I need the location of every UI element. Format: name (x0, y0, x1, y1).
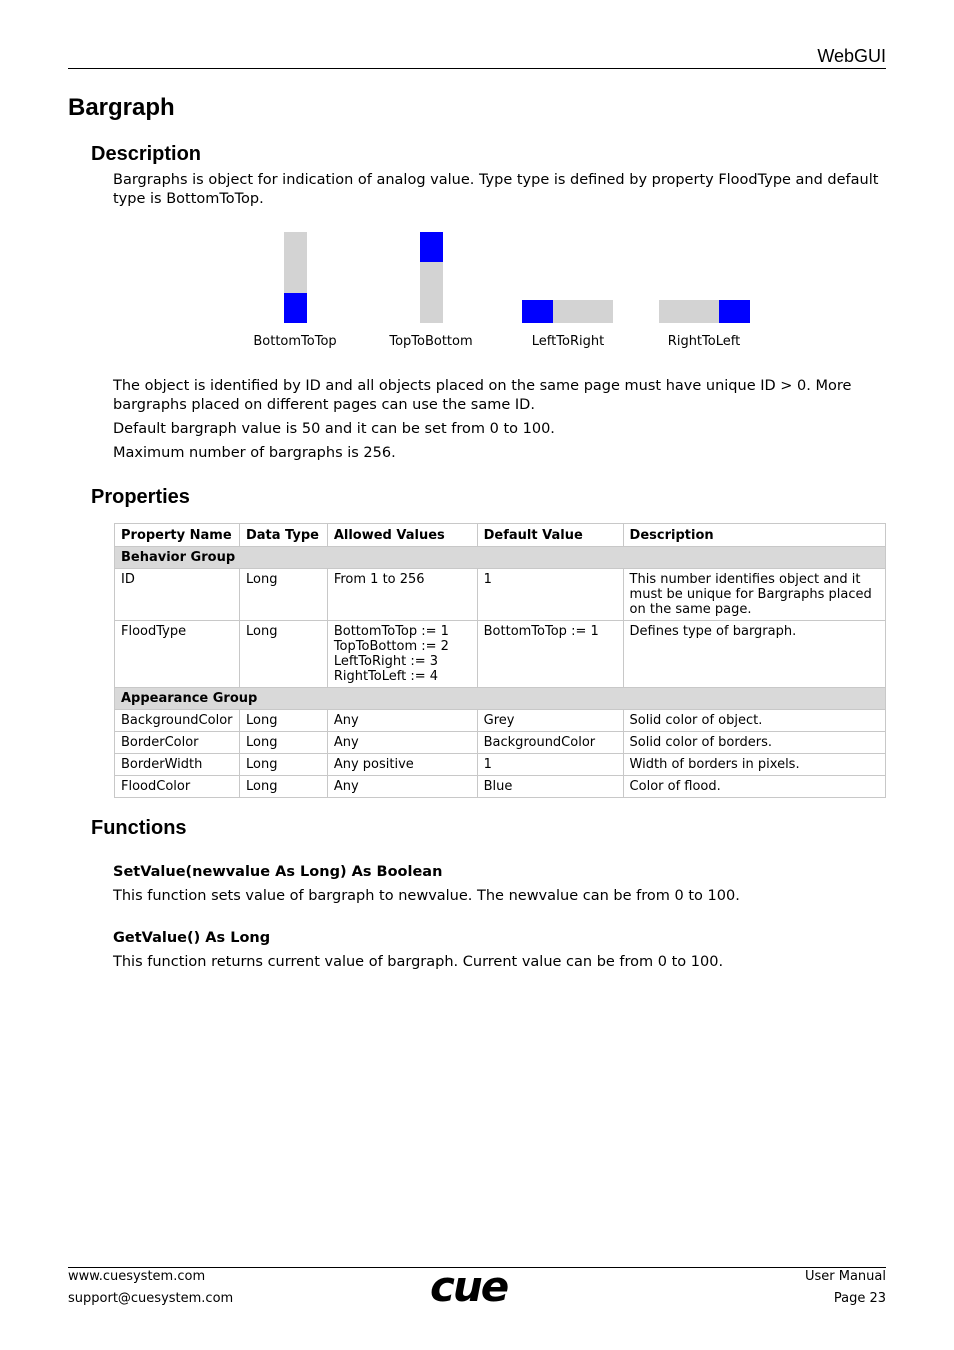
table-cell: Long (239, 754, 327, 776)
table-cell: BackgroundColor (115, 710, 240, 732)
page-title: Bargraph (68, 94, 175, 121)
properties-table (114, 523, 886, 798)
table-cell: BorderWidth (115, 754, 240, 776)
header-rule (68, 68, 886, 69)
table-cell: From 1 to 256 (327, 569, 477, 621)
column-header: Data Type (239, 524, 327, 547)
table-row (115, 776, 886, 798)
table-cell: Long (239, 776, 327, 798)
description-intro: Bargraphs is object for indication of analog value. Type type is defined by property FloodType and default type is BottomToTop. (113, 172, 879, 207)
footer-website[interactable]: www.cuesystem.com (68, 1269, 206, 1284)
footer-doc-type: User Manual (804, 1269, 886, 1284)
table-cell: BorderColor (115, 732, 240, 754)
table-row (115, 754, 886, 776)
table-cell: Solid color of borders. (623, 732, 885, 754)
column-header: Property Name (115, 524, 240, 547)
description-paragraph: Default bargraph value is 50 and it can be set from 0 to 100. (113, 421, 555, 437)
table-group-row (115, 547, 886, 569)
bar-flood (284, 293, 307, 323)
table-row (115, 732, 886, 754)
table-cell: Any (327, 776, 477, 798)
table-cell: Long (239, 569, 327, 621)
bar-flood (522, 300, 553, 323)
function-signature: SetValue(newvalue As Long) As Boolean (113, 864, 443, 880)
column-header: Description (623, 524, 885, 547)
group-label: Appearance Group (115, 688, 886, 710)
table-cell: BackgroundColor (477, 732, 623, 754)
table-cell: Long (239, 732, 327, 754)
table-cell: FloodType (115, 621, 240, 688)
table-group-row (115, 688, 886, 710)
functions-heading: Functions (91, 817, 187, 839)
table-cell: 1 (477, 754, 623, 776)
figure-label: BottomToTop (253, 334, 337, 349)
table-cell: FloodColor (115, 776, 240, 798)
bar-flood (420, 232, 443, 262)
column-header: Default Value (477, 524, 623, 547)
figure-label: RightToLeft (667, 334, 741, 349)
figure-label: TopToBottom (389, 334, 473, 349)
header-title: WebGUI (817, 46, 886, 66)
function-description: This function sets value of bargraph to newvalue. The newvalue can be from 0 to 100. (113, 888, 740, 904)
column-header: Allowed Values (327, 524, 477, 547)
bar-flood (719, 300, 750, 323)
figure-label: LeftToRight (531, 334, 605, 349)
cue-logo: cue (430, 1262, 508, 1311)
table-cell: BottomToTop := 1 TopToBottom := 2 LeftToRight := 3 RightToLeft := 4 (327, 621, 477, 688)
table-cell: Any (327, 732, 477, 754)
table-cell: Long (239, 710, 327, 732)
table-cell: BottomToTop := 1 (477, 621, 623, 688)
table-cell: 1 (477, 569, 623, 621)
description-heading: Description (91, 143, 202, 165)
table-cell: Width of borders in pixels. (623, 754, 885, 776)
footer-page-number: Page 23 (833, 1291, 886, 1306)
table-cell: ID (115, 569, 240, 621)
table-header-row (115, 524, 886, 547)
table-cell: Any positive (327, 754, 477, 776)
table-cell: Color of flood. (623, 776, 885, 798)
table-cell: Defines type of bargraph. (623, 621, 885, 688)
table-row (115, 621, 886, 688)
footer-email[interactable]: support@cuesystem.com (68, 1291, 234, 1306)
table-cell: Blue (477, 776, 623, 798)
function-signature: GetValue() As Long (113, 930, 271, 946)
table-cell: This number identifies object and it must be unique for Bargraphs placed on the same page. (623, 569, 885, 621)
function-description: This function returns current value of bargraph. Current value can be from 0 to 100. (113, 954, 724, 970)
properties-heading: Properties (91, 486, 190, 508)
group-label: Behavior Group (115, 547, 886, 569)
description-paragraph: Maximum number of bargraphs is 256. (113, 445, 396, 461)
table-cell: Any (327, 710, 477, 732)
table-cell: Grey (477, 710, 623, 732)
table-cell: Long (239, 621, 327, 688)
table-cell: Solid color of object. (623, 710, 885, 732)
table-row (115, 710, 886, 732)
description-paragraph: The object is identified by ID and all objects placed on the same page must have unique ID > 0. More bargraphs placed on different pages can use the same ID. (113, 378, 852, 413)
table-row (115, 569, 886, 621)
